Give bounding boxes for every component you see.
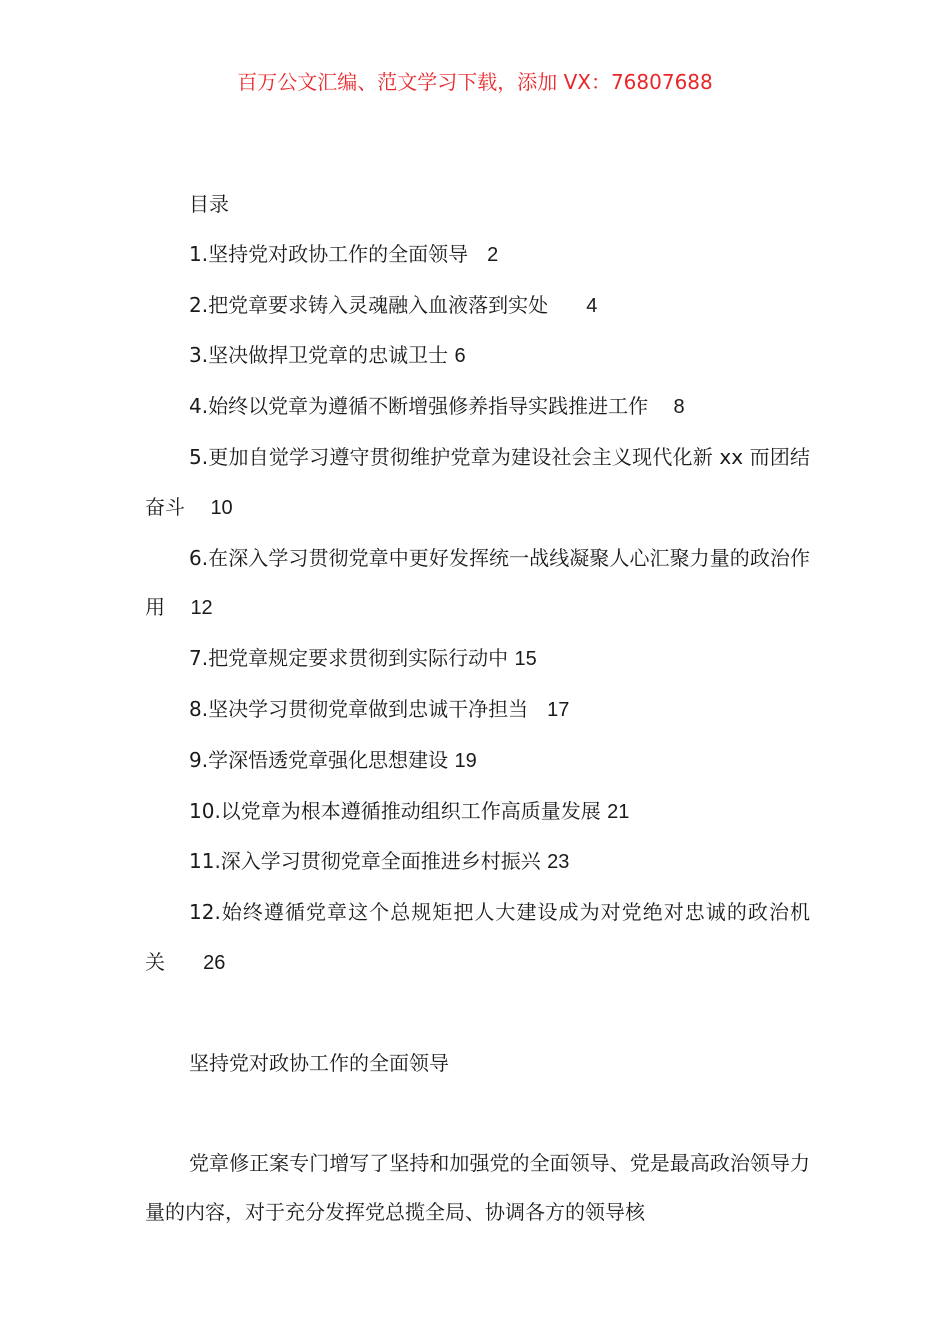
toc-entry-6[interactable]	[145, 534, 810, 635]
toc-entry-text: 6.在深入学习贯彻党章中更好发挥统一战线凝聚人心汇聚力量的政治作用	[145, 545, 810, 620]
toc-entry-text: 11.深入学习贯彻党章全面推进乡村振兴	[189, 849, 541, 874]
toc-entry-8[interactable]	[145, 685, 810, 736]
toc-entry-page: 10	[210, 496, 233, 519]
document-body	[145, 180, 810, 1238]
toc-entry-text: 3.坚决做捍卫党章的忠诚卫士	[189, 343, 449, 368]
toc-entry-page: 8	[673, 396, 685, 419]
toc-entry-text: 7.把党章规定要求贯彻到实际行动中	[189, 646, 509, 671]
toc-entry-4[interactable]	[145, 382, 810, 433]
toc-entry-page: 4	[586, 294, 598, 317]
toc-title: 目录	[189, 192, 229, 216]
toc-entry-1[interactable]	[145, 230, 810, 281]
toc-entry-text: 1.坚持党对政协工作的全面领导	[189, 241, 469, 266]
toc-entry-page: 26	[203, 951, 226, 974]
toc-entry-10[interactable]	[145, 787, 810, 838]
toc-entry-text: 8.坚决学习贯彻党章做到忠诚干净担当	[189, 696, 529, 721]
toc-entry-text: 5.更加自觉学习遵守贯彻维护党章为建设社会主义现代化新 xx 而团结奋斗	[145, 444, 810, 519]
toc-entry-5[interactable]	[145, 433, 810, 534]
toc-entry-page: 15	[514, 648, 537, 671]
toc-entry-page: 21	[607, 800, 630, 823]
toc-entry-page: 2	[487, 243, 499, 266]
toc-entry-text: 12.始终遵循党章这个总规矩把人大建设成为对党绝对忠诚的政治机关	[145, 900, 810, 974]
toc-entry-text: 9.学深悟透党章强化思想建设	[189, 747, 449, 772]
toc-entry-page: 12	[190, 597, 213, 620]
section-heading: 坚持党对政协工作的全面领导	[189, 1050, 449, 1075]
toc-entry-page: 6	[454, 345, 466, 368]
toc-entry-page: 17	[547, 698, 570, 721]
toc-entry-text: 10.以党章为根本遵循推动组织工作高质量发展	[189, 798, 601, 823]
toc-entry-text: 4.始终以党章为遵循不断增强修养指导实践推进工作	[189, 394, 649, 419]
body-paragraph: 党章修正案专门增写了坚持和加强党的全面领导、党是最高政治领导力量的内容，对于充分发挥党总揽全局、协调各方的领导核	[145, 1150, 810, 1225]
toc-entry-text: 2.把党章要求铸入灵魂融入血液落到实处	[189, 292, 549, 317]
toc-entry-11[interactable]	[145, 837, 810, 888]
toc-entry-page: 19	[454, 749, 477, 772]
toc-entry-9[interactable]	[145, 736, 810, 787]
toc-entry-12[interactable]	[145, 888, 810, 989]
toc-entry-7[interactable]	[145, 634, 810, 685]
toc-entry-3[interactable]	[145, 331, 810, 382]
toc-entry-page: 23	[547, 851, 570, 874]
watermark-header: 百万公文汇编、范文学习下载，添加 VX：76807688	[237, 70, 713, 94]
toc-entry-2[interactable]	[145, 281, 810, 332]
